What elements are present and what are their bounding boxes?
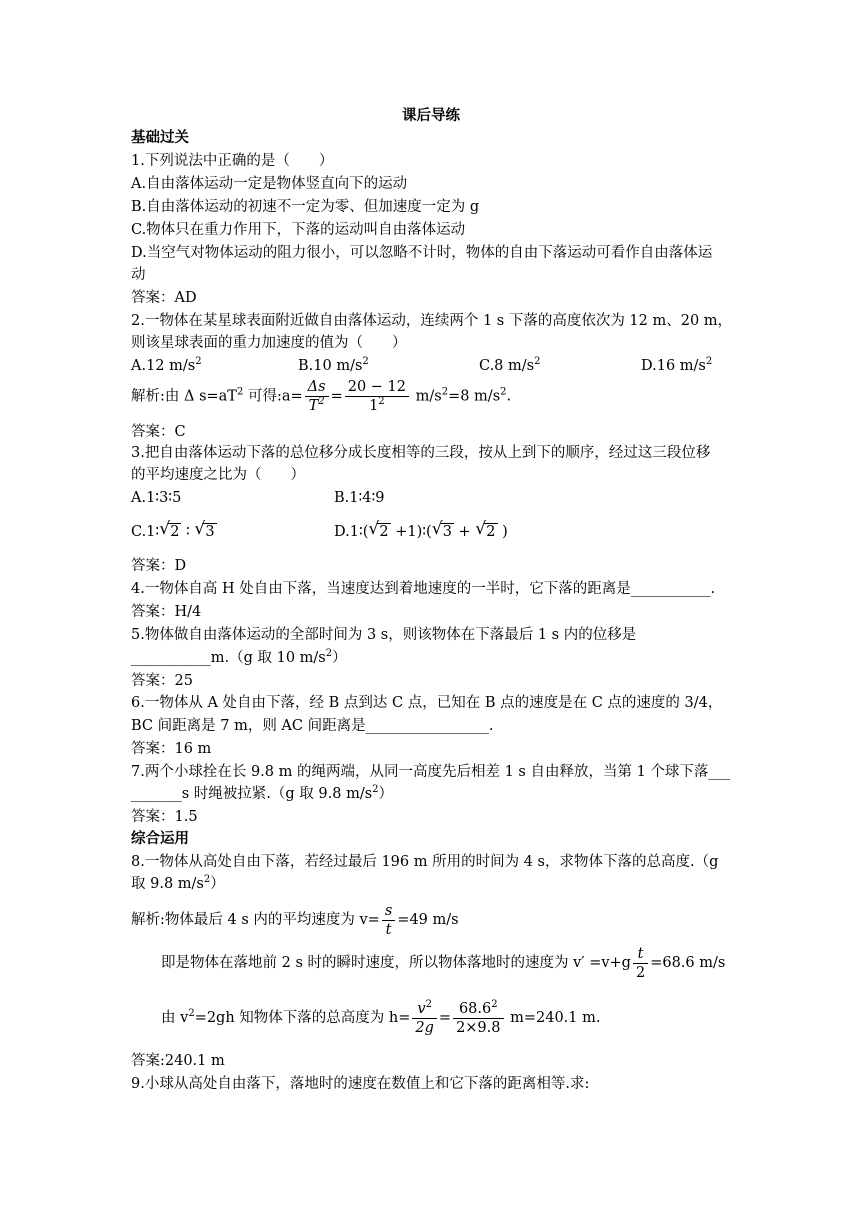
question-2-option-b: B.10 $m/s^2$ <box>298 356 369 374</box>
question-5-answer: 答案：25 <box>131 673 193 689</box>
question-8-solution-line-1: 解析:物体最后 4 s 内的平均速度为 v= $\frac{s}{t}$ =49 m/s <box>131 902 459 938</box>
question-2-option-a: A.12 $m/s^2$ <box>131 356 202 374</box>
question-1-option-a: A.自由落体运动一定是物体竖直向下的运动 <box>131 176 408 192</box>
question-8-solution-line-2: 即是物体在落地前 2 s 时的瞬时速度，所以物体落地时的速度为 v′ =v+g $\frac{t}{2}$ =68.6 m/s <box>161 945 726 981</box>
question-8-stem-cont: 取 9.8 $m/s^2$） <box>131 874 225 892</box>
question-8-answer: 答案:240.1 m <box>131 1053 225 1069</box>
page-title: 课后导练 <box>402 108 460 124</box>
question-5-stem-cont: ___________m.（g 取 10 $m/s^2$） <box>131 648 347 666</box>
question-1-option-c: C.物体只在重力作用下，下落的运动叫自由落体运动 <box>131 222 466 238</box>
question-2-solution: 解析:由 Δ $s=aT^2$ 可得:a= $\frac{\Delta s}{T^2}$ = $\frac{20 - 12}{1^2}$ $m/s^2=8$ $m/s^2$. <box>131 379 512 414</box>
fraction-delta-s-over-t2: $\frac{\Delta s}{T^2}$ <box>305 378 329 415</box>
question-3-option-a: A.1∶3∶5 <box>131 490 182 506</box>
question-6-answer: 答案：16 m <box>131 741 212 757</box>
question-3-stem: 3.把自由落体运动下落的总位移分成长度相等的三段，按从上到下的顺序，经过这三段位移 <box>131 445 711 461</box>
question-4-answer: 答案：H/4 <box>131 604 202 620</box>
question-9-stem: 9.小球从高处自由落下，落地时的速度在数值上和它下落的距离相等.求: <box>131 1076 590 1092</box>
section-heading-combined: 综合运用 <box>131 831 189 847</box>
question-6-stem-cont: BC 间距离是 7 m，则 AC 间距离是_________________. <box>131 718 494 734</box>
question-1-option-d: D.当空气对物体运动的阻力很小，可以忽略不计时，物体的自由下落运动可看作自由落体运 <box>131 245 713 261</box>
question-6-stem: 6.一物体从 A 处自由下落，经 B 点到达 C 点，已知在 B 点的速度是在 C 点的速度的 3/4， <box>131 695 723 711</box>
question-8-stem: 8.一物体从高处自由下落，若经过最后 196 m 所用的时间为 4 s，求物体下落的总高度.（g <box>131 854 719 870</box>
question-2-stem-cont: 则该星球表面的重力加速度的值为（ ） <box>131 335 407 351</box>
question-7-stem-cont: _______s 时绳被拉紧.（g 取 9.8 $m/s^2$） <box>131 784 394 802</box>
question-3-options-cd <box>131 522 731 546</box>
question-5-stem: 5.物体做自由落体运动的全部时间为 3 s，则该物体在下落最后 1 s 内的位移是 <box>131 627 637 643</box>
question-3-answer: 答案：D <box>131 558 187 574</box>
fraction-68-6-squared: $\frac{68.6^2}{2\times 9.8}$ <box>453 1000 503 1037</box>
question-3-option-d: D.1∶(√ 2 +1)∶(√ 3 + √ 2 ) <box>334 522 508 542</box>
question-1-option-b: B.自由落体运动的初速不一定为零、但加速度一定为 g <box>131 199 480 215</box>
question-3-option-c: C.1∶√ 2 ∶ √ 3 <box>131 522 217 542</box>
question-2-stem: 2.一物体在某星球表面附近做自由落体运动，连续两个 1 s 下落的高度依次为 12 m、20 m， <box>131 313 733 329</box>
question-1-answer: 答案：AD <box>131 290 197 306</box>
question-3-options-ab <box>131 488 731 508</box>
question-2-option-d: D.16 $m/s^2$ <box>641 356 713 374</box>
question-7-stem: 7.两个小球拴在长 9.8 m 的绳两端，从同一高度先后相差 1 s 自由释放，当第 1 个球下落___ <box>131 764 731 780</box>
question-2-answer: 答案：C <box>131 424 186 440</box>
question-2-options <box>131 356 731 376</box>
fraction-s-over-t: $\frac{s}{t}$ <box>382 902 395 939</box>
question-2-option-c: C.8 $m/s^2$ <box>479 356 541 374</box>
section-heading-basic: 基础过关 <box>131 130 189 146</box>
question-1-option-d-cont: 动 <box>131 267 146 283</box>
fraction-v2-over-2g: $\frac{v^2}{2g}$ <box>412 1000 437 1037</box>
question-7-answer: 答案：1.5 <box>131 809 198 825</box>
question-3-stem-cont: 的平均速度之比为（ ） <box>131 467 305 483</box>
fraction-t-over-2: $\frac{t}{2}$ <box>633 945 648 982</box>
question-8-solution-line-3: 由 $v^2=2gh$ 知物体下落的总高度为 h= $\frac{v^2}{2g}$ = $\frac{68.6^2}{2\times 9.8}$ m=240.1 m. <box>161 998 601 1036</box>
question-1-stem: 1.下列说法中正确的是（ ） <box>131 153 334 169</box>
question-3-option-b: B.1∶4∶9 <box>334 490 385 506</box>
fraction-20-minus-12: $\frac{20 - 12}{1^2}$ <box>345 378 409 415</box>
question-4-stem: 4.一物体自高 H 处自由下落，当速度达到着地速度的一半时，它下落的距离是___________. <box>131 581 716 597</box>
